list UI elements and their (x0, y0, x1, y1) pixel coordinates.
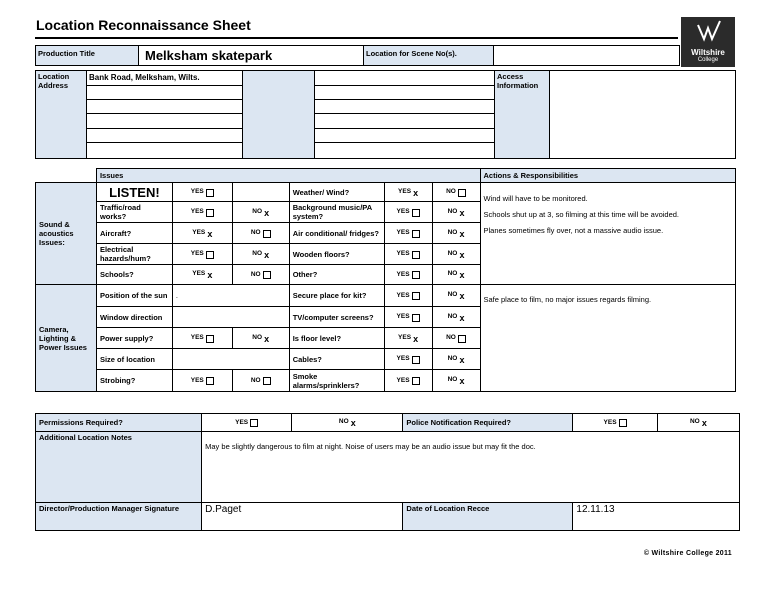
address-lines-2[interactable] (315, 71, 494, 158)
cables-label: Cables? (289, 349, 384, 370)
floor-level-no[interactable] (432, 328, 480, 349)
checkbox-icon[interactable] (206, 377, 214, 385)
checkbox-icon[interactable] (619, 419, 627, 427)
yes-label: YES (190, 334, 204, 342)
x-mark: x (207, 270, 213, 280)
electrical-yes[interactable] (172, 244, 232, 265)
address-line (87, 100, 242, 114)
date-label: Date of Location Recce (403, 503, 573, 531)
checkbox-icon[interactable] (412, 271, 420, 279)
aircraft-yes[interactable] (172, 223, 232, 244)
yes-label: YES (190, 250, 204, 258)
x-mark: x (459, 354, 465, 365)
permissions-label: Permissions Required? (36, 414, 202, 432)
strobing-no[interactable] (232, 370, 289, 392)
window-direction-label: Window direction (96, 307, 172, 328)
address-line (315, 129, 494, 143)
checkbox-icon[interactable] (412, 251, 420, 259)
yes-label: YES (398, 187, 412, 195)
no-label: NO (250, 229, 261, 237)
x-mark: x (350, 418, 356, 428)
other-no[interactable] (432, 265, 480, 285)
yes-label: YES (396, 355, 410, 363)
college-logo (681, 17, 735, 67)
address-lines[interactable] (87, 71, 242, 158)
tv-screens-no[interactable] (432, 307, 480, 328)
no-label: NO (446, 188, 456, 196)
air-conditioning-no[interactable] (432, 223, 480, 244)
access-label: Access Information (494, 71, 550, 158)
x-mark: x (459, 291, 465, 301)
power-supply-no[interactable] (232, 328, 289, 349)
window-direction-value[interactable] (172, 307, 289, 328)
traffic-no[interactable] (232, 202, 289, 223)
other-label: Other? (289, 265, 384, 285)
scene-field[interactable] (493, 45, 680, 66)
address-line-1: Bank Road, Melksham, Wilts. (87, 71, 242, 86)
smoke-alarms-yes[interactable] (384, 370, 432, 392)
x-mark: x (264, 249, 270, 260)
x-mark: x (459, 249, 465, 260)
no-label: NO (338, 418, 349, 425)
address-line (87, 86, 242, 100)
address-line (87, 129, 242, 143)
yes-label: YES (192, 270, 206, 277)
signature-value: D.Paget (205, 504, 242, 515)
schools-label: Schools? (96, 265, 172, 285)
checkbox-icon[interactable] (263, 230, 271, 238)
permissions-table (35, 413, 740, 531)
x-mark: x (264, 207, 270, 218)
yes-label: YES (603, 418, 617, 426)
signature-field[interactable] (202, 503, 403, 531)
strobing-yes[interactable] (172, 370, 232, 392)
air-conditioning-yes[interactable] (384, 223, 432, 244)
electrical-label: Electrical hazards/hum? (96, 244, 172, 265)
yes-label: YES (396, 291, 410, 299)
listen-yes-checkbox[interactable] (172, 183, 232, 202)
schools-yes[interactable] (172, 265, 232, 285)
police-label: Police Notification Required? (403, 414, 573, 432)
floor-level-yes[interactable] (384, 328, 432, 349)
yes-label: YES (190, 188, 204, 196)
address-spacer (242, 71, 315, 158)
yes-label: YES (396, 313, 410, 321)
power-supply-yes[interactable] (172, 328, 232, 349)
date-value: 12.11.13 (576, 504, 615, 515)
police-yes[interactable] (573, 414, 657, 432)
x-mark: x (207, 228, 213, 239)
size-value[interactable] (172, 349, 289, 370)
no-label: NO (447, 312, 458, 320)
address-label: Location Address (36, 71, 87, 158)
page-title: Location Reconnaissance Sheet (36, 17, 251, 33)
action-line: Planes sometimes fly over, not a massive audio issue. (483, 226, 664, 235)
yes-label: YES (396, 208, 410, 216)
traffic-label: Traffic/road works? (96, 202, 172, 223)
smoke-alarms-no[interactable] (432, 370, 480, 392)
no-label: NO (689, 418, 700, 425)
notes-field[interactable] (202, 432, 740, 503)
signature-label: Director/Production Manager Signature (36, 503, 202, 531)
wooden-floors-label: Wooden floors? (289, 244, 384, 265)
actions-header: Actions & Responsibilities (480, 169, 736, 183)
address-line (315, 100, 494, 114)
date-field[interactable] (573, 503, 740, 531)
traffic-yes[interactable] (172, 202, 232, 223)
no-label: NO (252, 333, 263, 341)
yes-label: YES (398, 333, 412, 341)
action-line: Schools shut up at 3, so filming at this time will be avoided. (483, 210, 680, 219)
secure-kit-yes[interactable] (384, 285, 432, 307)
camera-label: Camera, Lighting & Power Issues (36, 285, 97, 392)
aircraft-no[interactable] (232, 223, 289, 244)
x-mark: x (264, 333, 270, 344)
no-label: NO (252, 249, 263, 257)
sun-position-label: Position of the sun (96, 285, 172, 307)
sound-label: Sound & acoustics Issues: (36, 183, 97, 285)
checkbox-icon[interactable] (263, 377, 271, 385)
strobing-label: Strobing? (96, 370, 172, 392)
cables-yes[interactable] (384, 349, 432, 370)
x-mark: x (701, 418, 707, 428)
yes-label: YES (190, 376, 204, 384)
weather-no[interactable] (432, 183, 480, 202)
cables-no[interactable] (432, 349, 480, 370)
x-mark: x (459, 207, 465, 218)
smoke-alarms-label: Smoke alarms/sprinklers? (289, 370, 384, 392)
yes-label: YES (192, 228, 206, 236)
wooden-floors-yes[interactable] (384, 244, 432, 265)
action-line: Safe place to film, no major issues regards filming. (483, 295, 652, 304)
tv-screens-label: TV/computer screens? (289, 307, 384, 328)
background-music-yes[interactable] (384, 202, 432, 223)
address-line (87, 114, 242, 129)
tv-screens-yes[interactable] (384, 307, 432, 328)
address-line (315, 114, 494, 129)
yes-label: YES (396, 270, 410, 278)
background-music-label: Background music/PA system? (289, 202, 384, 223)
issues-table (35, 168, 736, 392)
camera-actions[interactable] (480, 285, 736, 392)
electrical-no[interactable] (232, 244, 289, 265)
production-title-label: Production Title (35, 45, 139, 66)
checkbox-icon[interactable] (458, 335, 466, 343)
checkbox-icon[interactable] (412, 292, 420, 300)
no-label: NO (250, 270, 261, 278)
x-mark: x (459, 376, 465, 386)
checkbox-icon[interactable] (412, 314, 420, 322)
x-mark: x (459, 228, 465, 239)
no-label: NO (447, 207, 458, 215)
no-label: NO (446, 334, 456, 342)
secure-kit-no[interactable] (432, 285, 480, 307)
no-label: NO (447, 270, 458, 277)
air-conditioning-label: Air conditional/ fridges? (289, 223, 384, 244)
listen-label: LISTEN! (96, 183, 172, 202)
police-no[interactable] (657, 414, 739, 432)
x-mark: x (413, 187, 419, 198)
checkbox-icon[interactable] (412, 230, 420, 238)
action-line: Wind will have to be monitored. (483, 194, 588, 203)
schools-no[interactable] (232, 265, 289, 285)
yes-label: YES (235, 418, 249, 426)
logo-mark-icon (693, 19, 723, 43)
x-mark: x (413, 333, 419, 344)
copyright: © Wiltshire College 2011 (643, 550, 732, 557)
no-label: NO (447, 354, 458, 362)
no-label: NO (447, 249, 458, 257)
empty-cell (232, 183, 289, 202)
checkbox-icon[interactable] (263, 271, 271, 279)
address-line (315, 86, 494, 100)
aircraft-label: Aircraft? (96, 223, 172, 244)
checkbox-icon[interactable] (412, 356, 420, 364)
production-title-field[interactable] (138, 45, 364, 66)
checkbox-icon[interactable] (206, 209, 214, 217)
checkbox-icon[interactable] (206, 335, 214, 343)
floor-level-label: Is floor level? (289, 328, 384, 349)
no-label: NO (252, 207, 263, 215)
no-label: NO (447, 376, 458, 383)
other-yes[interactable] (384, 265, 432, 285)
address-line (315, 71, 494, 86)
yes-label: YES (190, 208, 204, 216)
weather-label: Weather/ Wind? (289, 183, 384, 202)
power-supply-label: Power supply? (96, 328, 172, 349)
wooden-floors-no[interactable] (432, 244, 480, 265)
checkbox-icon[interactable] (206, 189, 214, 197)
sun-position-value[interactable]: . (172, 285, 289, 307)
no-label: NO (447, 291, 458, 298)
secure-kit-label: Secure place for kit? (289, 285, 384, 307)
x-mark: x (459, 270, 465, 280)
logo-text-college: College (697, 57, 719, 63)
checkbox-icon[interactable] (412, 377, 420, 385)
checkbox-icon[interactable] (458, 189, 466, 197)
yes-label: YES (396, 376, 410, 384)
logo-text-wiltshire: Wiltshire (691, 48, 725, 57)
checkbox-icon[interactable] (206, 251, 214, 259)
checkbox-icon[interactable] (412, 209, 420, 217)
permissions-no[interactable] (292, 414, 403, 432)
production-title-value: Melksham skatepark (145, 48, 273, 63)
scene-label: Location for Scene No(s). (363, 45, 494, 66)
title-rule (35, 37, 678, 39)
no-label: NO (250, 376, 261, 384)
yes-label: YES (396, 250, 410, 258)
x-mark: x (459, 312, 465, 323)
notes-label: Additional Location Notes (36, 432, 202, 503)
no-label: NO (447, 228, 458, 236)
permissions-yes[interactable] (202, 414, 292, 432)
background-music-no[interactable] (432, 202, 480, 223)
yes-label: YES (396, 229, 410, 237)
issues-header: Issues (96, 169, 480, 183)
checkbox-icon[interactable] (250, 419, 258, 427)
notes-value: May be slightly dangerous to film at night. Noise of users may be an audio issue but may fit the doc. (205, 442, 536, 451)
size-label: Size of location (96, 349, 172, 370)
sound-actions[interactable] (480, 183, 736, 285)
weather-yes[interactable] (384, 183, 432, 202)
